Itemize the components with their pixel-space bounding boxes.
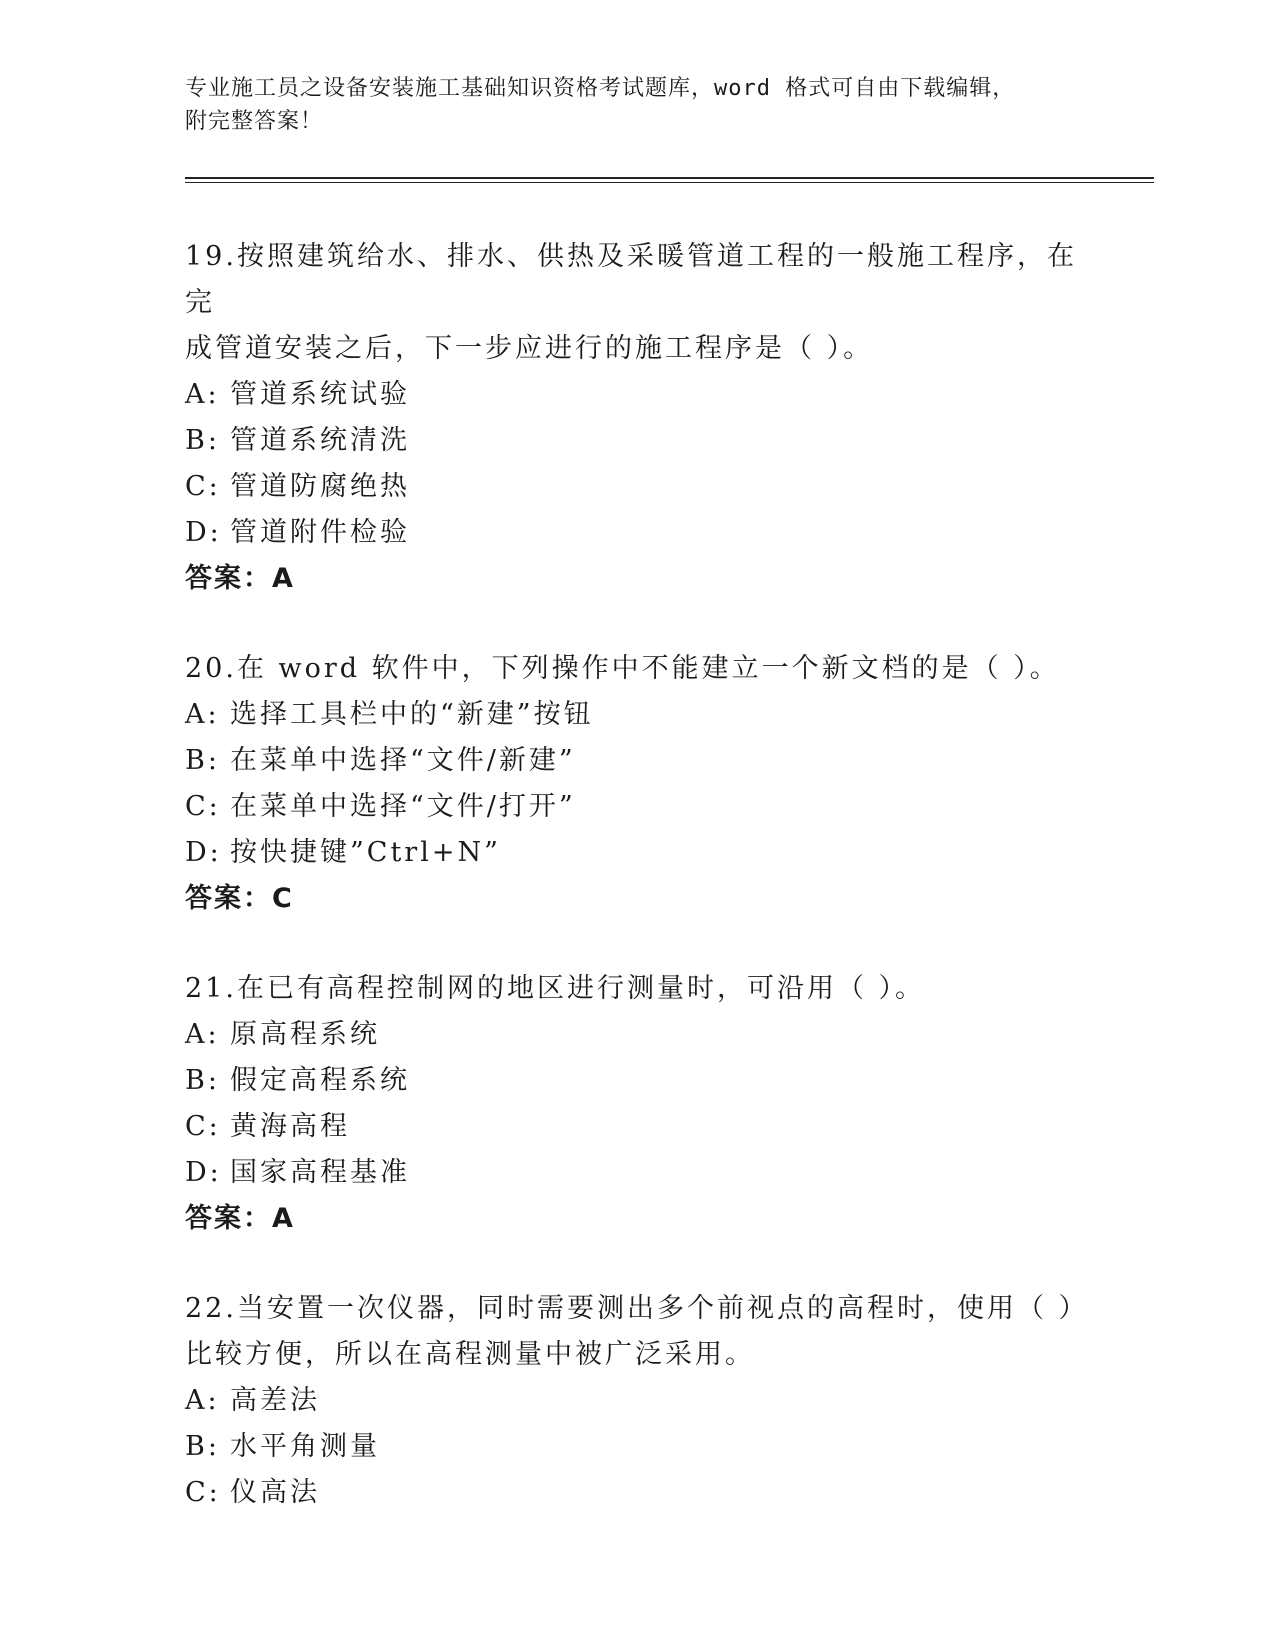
option-key: C: (185, 1111, 221, 1142)
document-header (185, 72, 1085, 138)
option-b (185, 1058, 1085, 1104)
option-a (185, 1378, 1085, 1424)
option-text: 高差法 (230, 1385, 320, 1416)
option-key: A: (185, 379, 220, 410)
header-line-2: 附完整答案！ (185, 109, 324, 134)
question-stem-line: 19.按照建筑给水、排水、供热及采暖管道工程的一般施工程序，在完 (185, 241, 1077, 318)
option-text: 管道系统试验 (230, 379, 410, 410)
question-22 (185, 1286, 1089, 1516)
option-key: D: (185, 517, 222, 548)
question-21 (185, 966, 1085, 1242)
option-text: 在菜单中选择“文件/新建” (230, 745, 576, 776)
option-text: 管道附件检验 (230, 517, 410, 548)
option-text: 按快捷键”Ctrl+N” (230, 837, 501, 868)
question-stem (185, 966, 1085, 1012)
header-divider-thin (185, 182, 1154, 183)
answer: 答案：C (185, 883, 294, 914)
option-text: 管道系统清洗 (230, 425, 410, 456)
option-key: D: (185, 1157, 222, 1188)
option-key: C: (185, 791, 221, 822)
option-a (185, 372, 1085, 418)
option-key: A: (185, 1019, 220, 1050)
option-text: 选择工具栏中的“新建”按钮 (230, 699, 594, 730)
option-c (185, 464, 1085, 510)
question-stem (185, 234, 1085, 372)
option-d (185, 830, 1085, 876)
option-a (185, 1012, 1085, 1058)
header-divider (185, 177, 1154, 179)
option-c (185, 1470, 1085, 1516)
option-key: B: (185, 1431, 220, 1462)
option-c (185, 1104, 1085, 1150)
option-a (185, 692, 1085, 738)
option-key: C: (185, 1477, 221, 1508)
option-key: B: (185, 425, 220, 456)
question-list (185, 234, 1089, 1560)
option-text: 黄海高程 (230, 1111, 350, 1142)
answer: 答案：A (185, 1203, 295, 1234)
question-stem (185, 1286, 1089, 1378)
option-text: 原高程系统 (230, 1019, 380, 1050)
option-text: 在菜单中选择“文件/打开” (230, 791, 576, 822)
question-stem-line: 20.在 word 软件中，下列操作中不能建立一个新文档的是（ ）。 (185, 653, 1060, 684)
option-key: D: (185, 837, 222, 868)
question-stem-line: 21.在已有高程控制网的地区进行测量时，可沿用（ ）。 (185, 973, 926, 1004)
option-text: 管道防腐绝热 (230, 471, 410, 502)
option-key: A: (185, 1385, 220, 1416)
option-key: C: (185, 471, 221, 502)
option-text: 水平角测量 (230, 1431, 380, 1462)
option-key: B: (185, 1065, 220, 1096)
answer: 答案：A (185, 563, 295, 594)
question-stem-line: 22.当安置一次仪器，同时需要测出多个前视点的高程时，使用（ ） (185, 1293, 1089, 1324)
question-stem-line: 成管道安装之后，下一步应进行的施工程序是（ ）。 (185, 333, 874, 364)
option-key: A: (185, 699, 220, 730)
option-c (185, 784, 1085, 830)
question-19 (185, 234, 1085, 602)
question-stem (185, 646, 1085, 692)
option-b (185, 418, 1085, 464)
option-text: 仪高法 (230, 1477, 320, 1508)
option-text: 国家高程基准 (230, 1157, 410, 1188)
option-d (185, 1150, 1085, 1196)
option-text: 假定高程系统 (230, 1065, 410, 1096)
question-stem-line: 比较方便，所以在高程测量中被广泛采用。 (185, 1339, 755, 1370)
option-b (185, 1424, 1085, 1470)
header-line-1: 专业施工员之设备安装施工基础知识资格考试题库，word 格式可自由下载编辑， (185, 76, 1016, 101)
option-key: B: (185, 745, 220, 776)
option-d (185, 510, 1085, 556)
question-20 (185, 646, 1085, 922)
option-b (185, 738, 1085, 784)
